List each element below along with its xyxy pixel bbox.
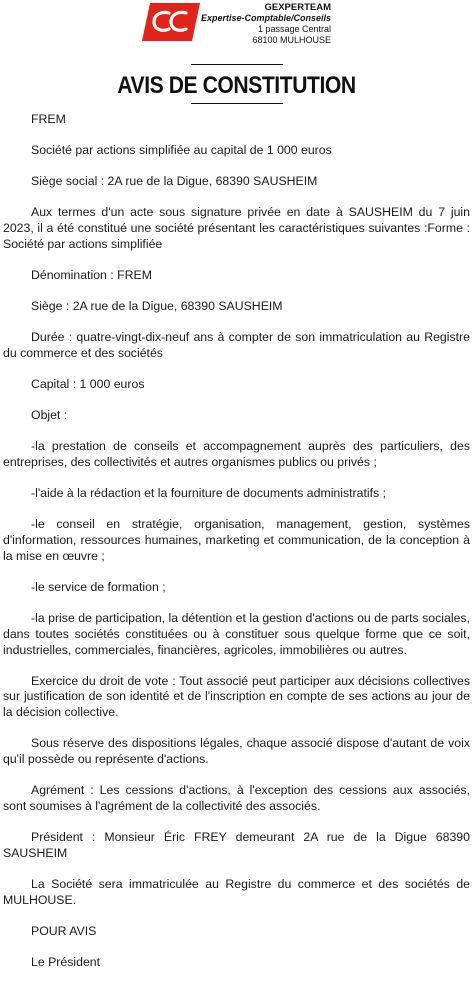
notice-paragraph: POUR AVIS [31, 923, 97, 938]
notice-paragraph: Agrément : Les cessions d'actions, à l'exception des cessions aux associés, sont soumises à l'agrément de la collectivité des associés. [3, 783, 470, 814]
notice-paragraph: Durée : quatre-vingt-dix-neuf ans à compter de son immatriculation au Registre du commerce et des sociétés [3, 330, 470, 360]
company-name: GEXPERTEAM [264, 2, 331, 13]
notice-paragraph: -la prestation de conseils et accompagnement auprès des particuliers, des entreprises, des collectivités et autres organismes publics ou privés ; [3, 439, 470, 470]
notice-paragraph: Dénomination : FREM [31, 267, 152, 282]
notice-paragraph: -la prise de participation, la détention et la gestion d'actions ou de parts sociales, dans toutes sociétés constituées ou à constituer sous quelque forme que ce soit, industrielles, commerciales, financières, agricoles, immobilières ou autres. [3, 611, 470, 657]
notice-paragraph: Capital : 1 000 euros [31, 377, 145, 392]
letterhead [0, 0, 473, 50]
title-rule-bottom [191, 103, 283, 104]
notice-body [3, 112, 470, 986]
notice-paragraph: -le conseil en stratégie, organisation, management, gestion, systèmes d'information, ressources humaines, marketing et communication, de la conception à la mise en œuvre ; [3, 517, 470, 563]
notice-paragraph: Siège : 2A rue de la Digue, 68390 SAUSHEIM [31, 299, 283, 314]
notice-paragraph: -le service de formation ; [31, 579, 166, 594]
page-title: AVIS DE CONSTITUTION [117, 72, 356, 99]
company-tagline: Expertise-Comptable/Conseils [200, 13, 331, 23]
notice-paragraph: Objet : [31, 408, 68, 423]
notice-paragraph: Exercice du droit de vote : Tout associé peut participer aux décisions collectives sur justification de son identité et de l'inscription en compte de ses actions au jour de la décision collective. [3, 673, 470, 720]
notice-paragraph: Aux termes d'un acte sous signature privée en date à SAUSHEIM du 7 juin 2023, il a été constitué une société présentant les caractéristiques suivantes :Forme : Société par actions simplifiée [3, 205, 470, 251]
notice-paragraph: Société par actions simplifiée au capital de 1 000 euros [31, 143, 332, 158]
notice-paragraph: Siège social : 2A rue de la Digue, 68390 SAUSHEIM [31, 174, 318, 189]
company-info [201, 2, 331, 46]
notice-paragraph: FREM [31, 112, 66, 126]
title-rule-top [191, 64, 283, 65]
notice-paragraph: Le Président [31, 955, 101, 970]
company-address-line1: 1 passage Central [257, 24, 331, 34]
notice-paragraph: La Société sera immatriculée au Registre du commerce et des sociétés de MULHOUSE. [3, 877, 470, 907]
notice-paragraph: Président : Monsieur Éric FREY demeurant 2A rue de la Digue 68390 SAUSHEIM [3, 830, 470, 860]
notice-paragraph: Sous réserve des dispositions légales, chaque associé dispose d'autant de voix qu'il possède ou représente d'actions. [3, 736, 470, 767]
company-address-line2: 68100 MULHOUSE [252, 35, 331, 45]
notice-paragraph: -l'aide à la rédaction et la fourniture de documents administratifs ; [31, 486, 387, 501]
gexperteam-logo-icon [142, 3, 200, 41]
